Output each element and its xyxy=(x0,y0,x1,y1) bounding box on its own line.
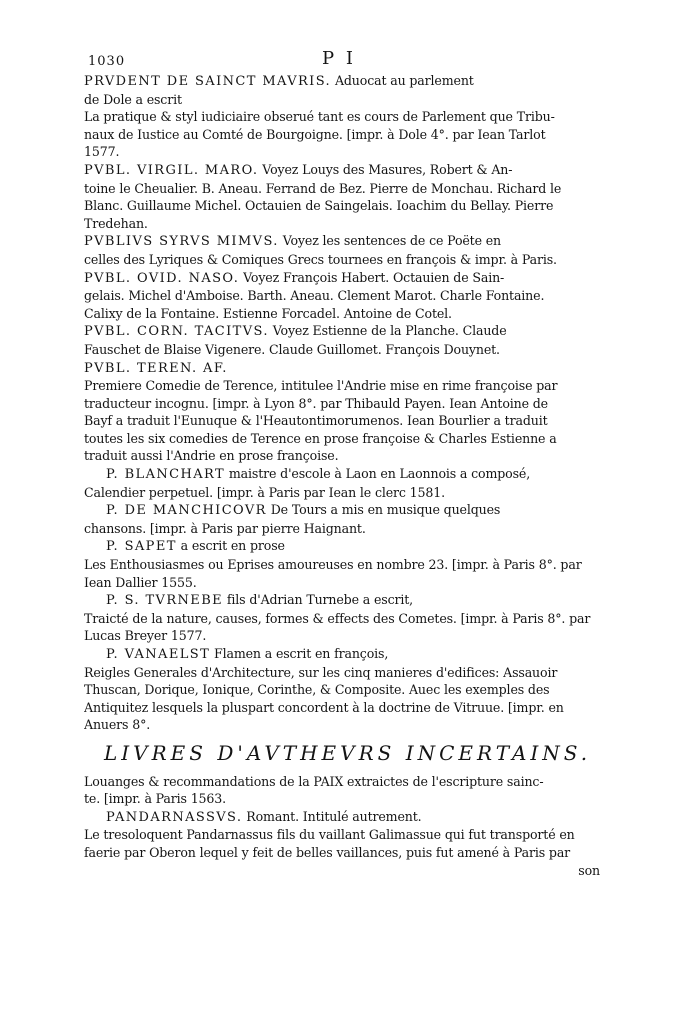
text-line: Louanges & recommandations de la PAIX extraictes de l'escripture sainc- xyxy=(84,773,544,789)
line-text: De Tours a mis en musique quelques xyxy=(270,502,501,518)
text-line: Tredehan. xyxy=(84,215,148,231)
text-line xyxy=(84,501,600,520)
text-line: toutes les six comedies de Terence en prose françoise & Charles Estienne a xyxy=(84,430,557,446)
text-line: chansons. [impr. à Paris par pierre Haignant. xyxy=(84,520,366,536)
line-text: Voyez Estienne de la Planche. Claude xyxy=(272,323,507,339)
text-line xyxy=(84,537,600,556)
text-line: Anuers 8°. xyxy=(84,717,151,733)
text-line xyxy=(84,465,600,484)
entry xyxy=(84,808,600,879)
entry-author: PVBL. TEREN. AF. xyxy=(84,360,228,376)
entry-author: PRVDENT DE SAINCT MAVRIS. xyxy=(84,74,332,89)
entry xyxy=(84,322,600,358)
text-line xyxy=(84,72,600,91)
entry-author: PVBLIVS SYRVS MIMVS. xyxy=(84,234,279,250)
text-line: faerie par Oberon lequel y feit de belles vaillances, puis fut amené à Paris par xyxy=(84,844,571,860)
text-line: Reigles Generales d'Architecture, sur les cinq manieres d'edifices: Assauoir xyxy=(84,664,558,680)
text-line: Le tresoloquent Pandarnassus fils du vaillant Galimassue qui fut transporté en xyxy=(84,827,575,843)
entry-author: P. BLANCHART xyxy=(106,467,226,483)
entry xyxy=(84,537,600,591)
text-line xyxy=(84,269,600,288)
signature-mark: P I xyxy=(322,48,356,69)
line-text: Voyez Louys des Masures, Robert & An- xyxy=(262,161,513,177)
entry-author: PVBL. VIRGIL. MARO. xyxy=(84,162,259,178)
text-line xyxy=(84,322,600,341)
text-line: Premiere Comedie de Terence, intitulee l'Andrie mise en rime françoise par xyxy=(84,378,558,394)
text-line: Bayf a traduit l'Eunuque & l'Heautontimorumenos. Iean Bourlier a traduit xyxy=(84,413,548,429)
text-line: gelais. Michel d'Amboise. Barth. Aneau. Clement Marot. Charle Fontaine. xyxy=(84,288,545,304)
line-text: maistre d'escole à Laon en Laonnois a composé, xyxy=(228,466,531,482)
text-line: naux de Iustice au Comté de Bourgoigne. [impr. à Dole 4°. par Iean Tarlot xyxy=(84,126,546,142)
text-line: 1577. xyxy=(84,144,120,160)
text-line: Iean Dallier 1555. xyxy=(84,574,197,590)
text-line: Traicté de la nature, causes, formes & effects des Cometes. [impr. à Paris 8°. par xyxy=(84,610,591,626)
text-line: La pratique & styl iudiciaire obserué tant es cours de Parlement que Tribu- xyxy=(84,109,555,125)
text-line xyxy=(84,161,600,180)
line-text: a escrit en prose xyxy=(180,538,285,554)
line-text: Aduocat au parlement xyxy=(334,73,474,88)
entry xyxy=(84,465,600,501)
entry xyxy=(84,645,600,734)
entry-title: PANDARNASSVS. xyxy=(106,809,243,825)
entry-author: PVBL. CORN. TACITVS. xyxy=(84,324,269,340)
line-text: Voyez les sentences de ce Poëte en xyxy=(282,233,502,249)
page-folio: 1030 xyxy=(88,54,126,69)
entry xyxy=(84,501,600,537)
text-line: Lucas Breyer 1577. xyxy=(84,628,207,644)
entry-author: P. S. TVRNEBE xyxy=(106,593,224,609)
text-line xyxy=(84,232,600,251)
entry-author: P. SAPET xyxy=(106,539,177,555)
line-text: Flamen a escrit en françois, xyxy=(214,646,389,661)
text-line: Fauschet de Blaise Vigenere. Claude Guillomet. François Douynet. xyxy=(84,341,500,357)
line-text: fils d'Adrian Turnebe a escrit, xyxy=(226,592,413,608)
text-line: te. [impr. à Paris 1563. xyxy=(84,791,227,807)
text-line: Calendier perpetuel. [impr. à Paris par Iean le clerc 1581. xyxy=(84,484,445,500)
text-line: Les Enthousiasmes ou Eprises amoureuses en nombre 23. [impr. à Paris 8°. par xyxy=(84,557,582,573)
text-line xyxy=(84,808,600,827)
text-line: de Dole a escrit xyxy=(84,91,182,107)
catchword: son xyxy=(578,862,600,878)
entry-author: P. VANAELST xyxy=(106,647,211,662)
entry xyxy=(84,161,600,232)
text-line: Calixy de la Fontaine. Estienne Forcadel. Antoine de Cotel. xyxy=(84,305,452,321)
entry-author: P. DE MANCHICOVR xyxy=(106,503,267,519)
line-text: Romant. Intitulé autrement. xyxy=(246,808,422,824)
text-line: celles des Lyriques & Comiques Grecs tournees en françois & impr. à Paris. xyxy=(84,251,557,267)
text-line: toine le Cheualier. B. Aneau. Ferrand de Bez. Pierre de Monchau. Richard le xyxy=(84,180,562,196)
section-heading: LIVRES D'AVTHEVRS INCERTAINS. xyxy=(104,740,592,765)
text-line: Blanc. Guillaume Michel. Octauien de Saingelais. Ioachim du Bellay. Pierre xyxy=(84,198,554,214)
text-line xyxy=(84,645,600,664)
entry xyxy=(84,359,600,466)
line-text: Voyez François Habert. Octauien de Sain- xyxy=(243,269,505,285)
text-line: traducteur incognu. [impr. à Lyon 8°. par Thibauld Payen. Iean Antoine de xyxy=(84,395,548,411)
entry xyxy=(84,773,600,808)
text-line: traduit aussi l'Andrie en prose françoise. xyxy=(84,448,339,464)
text-line: Antiquitez lesquels la pluspart concordent à la doctrine de Vitruue. [impr. en xyxy=(84,699,564,715)
entry-author: PVBL. OVID. NASO. xyxy=(84,270,240,286)
body-text xyxy=(84,72,600,879)
text-line xyxy=(84,591,600,610)
text-line: Thuscan, Dorique, Ionique, Corinthe, & Composite. Auec les exemples des xyxy=(84,682,550,698)
entry xyxy=(84,591,600,645)
text-line xyxy=(84,359,600,378)
entry xyxy=(84,232,600,268)
entry xyxy=(84,72,600,161)
entry xyxy=(84,269,600,323)
